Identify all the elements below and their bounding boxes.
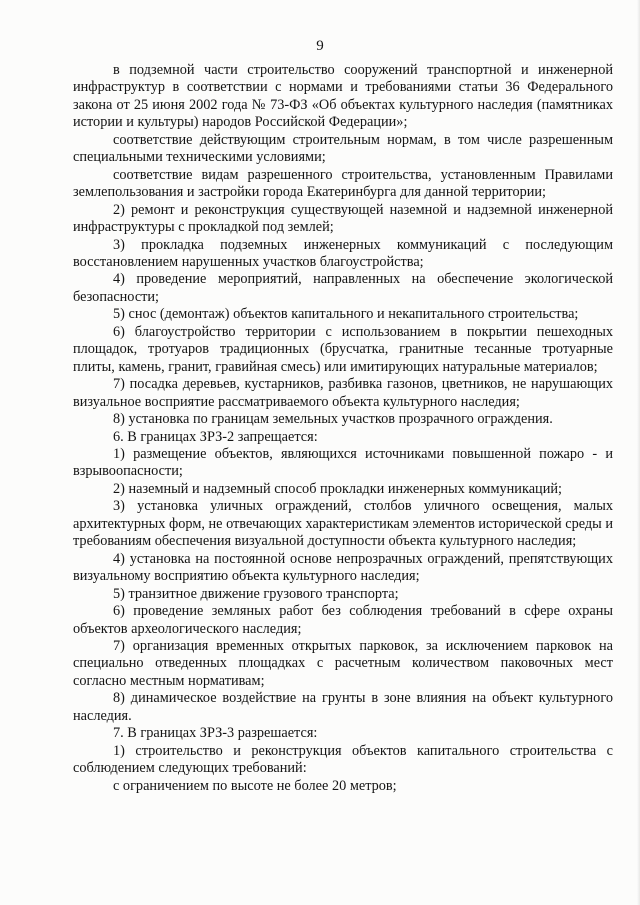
- paragraph-permitted-use: соответствие видам разрешенного строительства, установленным Правилами землепользования и застройки города Екатеринбурга для данной территории;: [73, 166, 613, 201]
- list-item-7-planting: 7) посадка деревьев, кустарников, разбивка газонов, цветников, не нарушающих визуальное восприятие рассматриваемого объекта культурного наследия;: [73, 376, 613, 410]
- section-7-heading: 7. В границах ЗРЗ-3 разрешается:: [113, 725, 318, 742]
- prohibited-item-7: 7) организация временных открытых парковок, за исключением парковок на специально отведенных площадках с расчетным количеством паковочных мест согласно местным нормативам;: [73, 637, 613, 689]
- prohibited-item-5: 5) транзитное движение грузового транспорта;: [113, 585, 399, 602]
- page-number: 9: [316, 38, 324, 54]
- prohibited-item-2: 2) наземный и надземный способ прокладки инженерных коммуникаций;: [113, 480, 562, 497]
- paragraph-building-norms: соответствие действующим строительным нормам, в том числе разрешенным специальными техническими условиями;: [73, 131, 613, 166]
- prohibited-item-1: 1) размещение объектов, являющихся источниками повышенной пожаро - и взрывоопасности;: [73, 445, 613, 480]
- list-item-3-utilities: 3) прокладка подземных инженерных коммуникаций с последующим восстановлением нарушенных участков благоустройства;: [73, 236, 613, 270]
- list-item-2-repair: 2) ремонт и реконструкция существующей наземной и надземной инженерной инфраструктуры с прокладкой под землей;: [73, 201, 613, 236]
- document-body: [73, 62, 613, 795]
- list-item-8-fencing: 8) установка по границам земельных участков прозрачного ограждения.: [113, 411, 553, 428]
- list-item-6-landscaping: 6) благоустройство территории с использованием в покрытии пешеходных площадок, тротуаров традиционных (брусчатка, гранитные тесанные тротуарные плиты, камень, гранит, гравийная смесь) или имитирующих натуральные материалов;: [73, 323, 613, 375]
- paragraph-underground-construction: в подземной части строительство сооружений транспортной и инженерной инфраструктур в соответствии с нормами и требованиями статьи 36 Федерального закона от 25 июня 2002 года № 73-ФЗ «Об объектах культурного наследия (памятниках истории и культуры) народов Российской Федерации»;: [73, 62, 613, 131]
- section-6-heading: 6. В границах ЗРЗ-2 запрещается:: [113, 428, 318, 445]
- prohibited-item-6: 6) проведение земляных работ без соблюдения требований в сфере охраны объектов археологического наследия;: [73, 603, 613, 637]
- height-restriction: с ограничением по высоте не более 20 метров;: [113, 777, 397, 794]
- list-item-5-demolition: 5) снос (демонтаж) объектов капитального и некапитального строительства;: [113, 306, 579, 323]
- prohibited-item-3: 3) установка уличных ограждений, столбов уличного освещения, малых архитектурных форм, не отвечающих характеристикам элементов исторической среды и требованиям обеспечения визуальной доступности объекта культурного наследия;: [73, 498, 613, 550]
- prohibited-item-4: 4) установка на постоянной основе непрозрачных ограждений, препятствующих визуальному восприятию объекта культурного наследия;: [73, 550, 613, 585]
- allowed-item-1: 1) строительство и реконструкция объектов капитального строительства с соблюдением следующих требований:: [73, 742, 613, 777]
- prohibited-item-8: 8) динамическое воздействие на грунты в зоне влияния на объект культурного наследия.: [73, 690, 613, 724]
- list-item-4-ecology: 4) проведение мероприятий, направленных на обеспечение экологической безопасности;: [73, 271, 613, 305]
